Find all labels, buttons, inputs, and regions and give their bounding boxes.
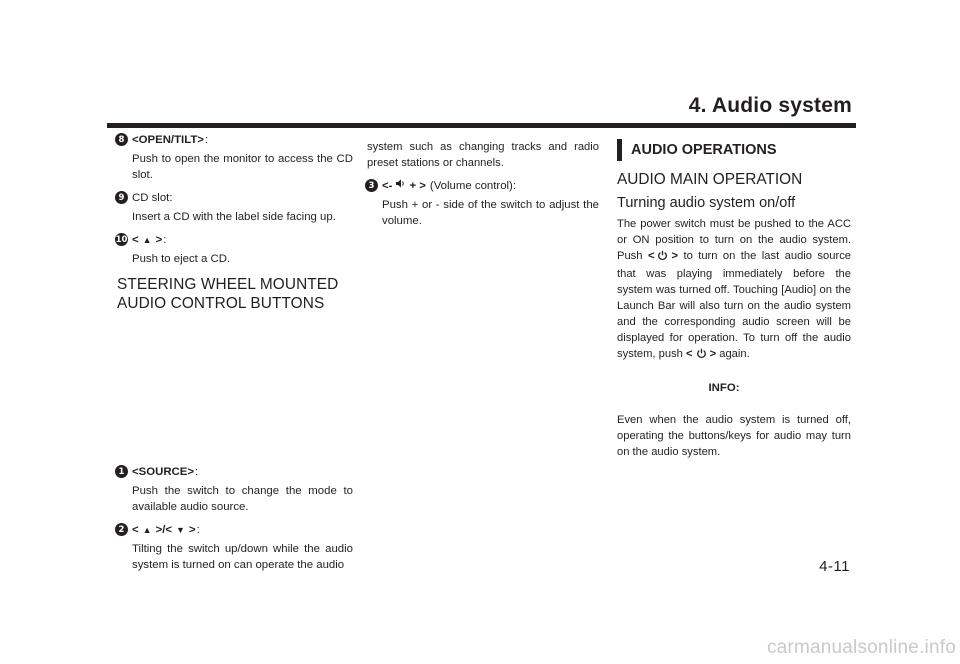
section-title-line-1: STEERING WHEEL MOUNTED (117, 276, 339, 293)
sub-section-title: AUDIO MAIN OPERATION (617, 171, 803, 188)
item-colon: : (195, 465, 199, 478)
list-item-10 (117, 231, 353, 267)
item-number-badge: 9 (115, 191, 128, 204)
column-1 (117, 131, 353, 579)
column-2 (367, 139, 599, 235)
item-colon: : (196, 523, 200, 536)
bracket-open: < (132, 523, 139, 536)
header-rule (107, 123, 856, 128)
item-description: Push to open the monitor to access the CD slot. (132, 153, 353, 181)
major-section-title (617, 139, 851, 161)
section-title (117, 275, 353, 313)
power-icon (657, 250, 668, 266)
list-item-2 (117, 521, 353, 573)
bracket-separator: >/< (155, 523, 173, 536)
item-label: CD slot: (132, 191, 173, 204)
page-number: 4-11 (819, 558, 850, 575)
section-title-line-2: AUDIO CONTROL BUTTONS (117, 295, 325, 312)
info-label: INFO: (708, 382, 740, 394)
item-suffix: (Volume control): (429, 179, 517, 192)
bracket-close: > (155, 233, 163, 246)
triangle-up-icon: ▲ (142, 524, 152, 535)
item-label: <SOURCE> (132, 465, 195, 478)
bracket-minus: <- (382, 179, 393, 192)
bracket-open: < (686, 348, 693, 360)
bracket-close: > (188, 523, 196, 536)
bracket-open: < (647, 250, 655, 262)
subsub-section-title: Turning audio system on/off (617, 195, 796, 211)
continuation-text: system such as changing tracks and radio preset stations or channels. (367, 141, 599, 169)
para-part-a: The power switch must be pushed to the ACC or ON position to turn on the audio system. Push (617, 218, 851, 262)
page-header-title: 4. Audio system (688, 94, 852, 117)
item-description: Tilting the switch up/down while the audio system is turned on can operate the audio (132, 543, 353, 571)
list-item-1 (117, 463, 353, 515)
major-section-title-text: AUDIO OPERATIONS (631, 142, 777, 158)
item-description: Push + or - side of the switch to adjust the volume. (382, 199, 599, 227)
speaker-icon (395, 178, 406, 194)
bracket-close: > (709, 348, 717, 360)
list-item-8 (117, 131, 353, 183)
item-number-badge: 10 (115, 234, 128, 245)
list-item-3 (367, 177, 599, 229)
column-3 (617, 139, 851, 460)
item-number-badge: 1 (115, 465, 128, 478)
section-bar (617, 139, 622, 161)
item-label: <OPEN/TILT> (132, 133, 204, 146)
watermark: carmanualsonline.info (766, 637, 956, 658)
list-item-9 (117, 189, 353, 225)
item-description: Insert a CD with the label side facing up. (132, 211, 336, 223)
triangle-down-icon: ▼ (176, 524, 185, 535)
para-part-b: to turn on the last audio source that was playing immediately before the system was turned off. Touching [Audio] on the Launch Bar will also turn on the audio system and the corresponding audio screen will be displayed for operation. To turn off the audio system, push (617, 250, 852, 360)
item-number-badge: 2 (115, 523, 128, 536)
body-paragraph (617, 216, 851, 364)
power-icon (696, 348, 707, 364)
item-colon: : (163, 233, 167, 246)
item-colon: : (204, 133, 209, 146)
figure-placeholder (117, 313, 353, 463)
item-number-badge: 3 (365, 179, 378, 192)
bracket-plus: + > (409, 179, 426, 192)
eject-triangle-icon: ▲ (142, 234, 152, 245)
item-description: Push the switch to change the mode to available audio source. (132, 485, 353, 513)
item-description: Push to eject a CD. (132, 253, 231, 265)
bracket-open: < (132, 233, 139, 246)
info-paragraph: Even when the audio system is turned off, operating the buttons/keys for audio may turn on the audio system. (617, 414, 851, 458)
para-part-c: again. (719, 348, 750, 360)
item-number-badge: 8 (115, 133, 128, 146)
bracket-close: > (671, 250, 679, 262)
